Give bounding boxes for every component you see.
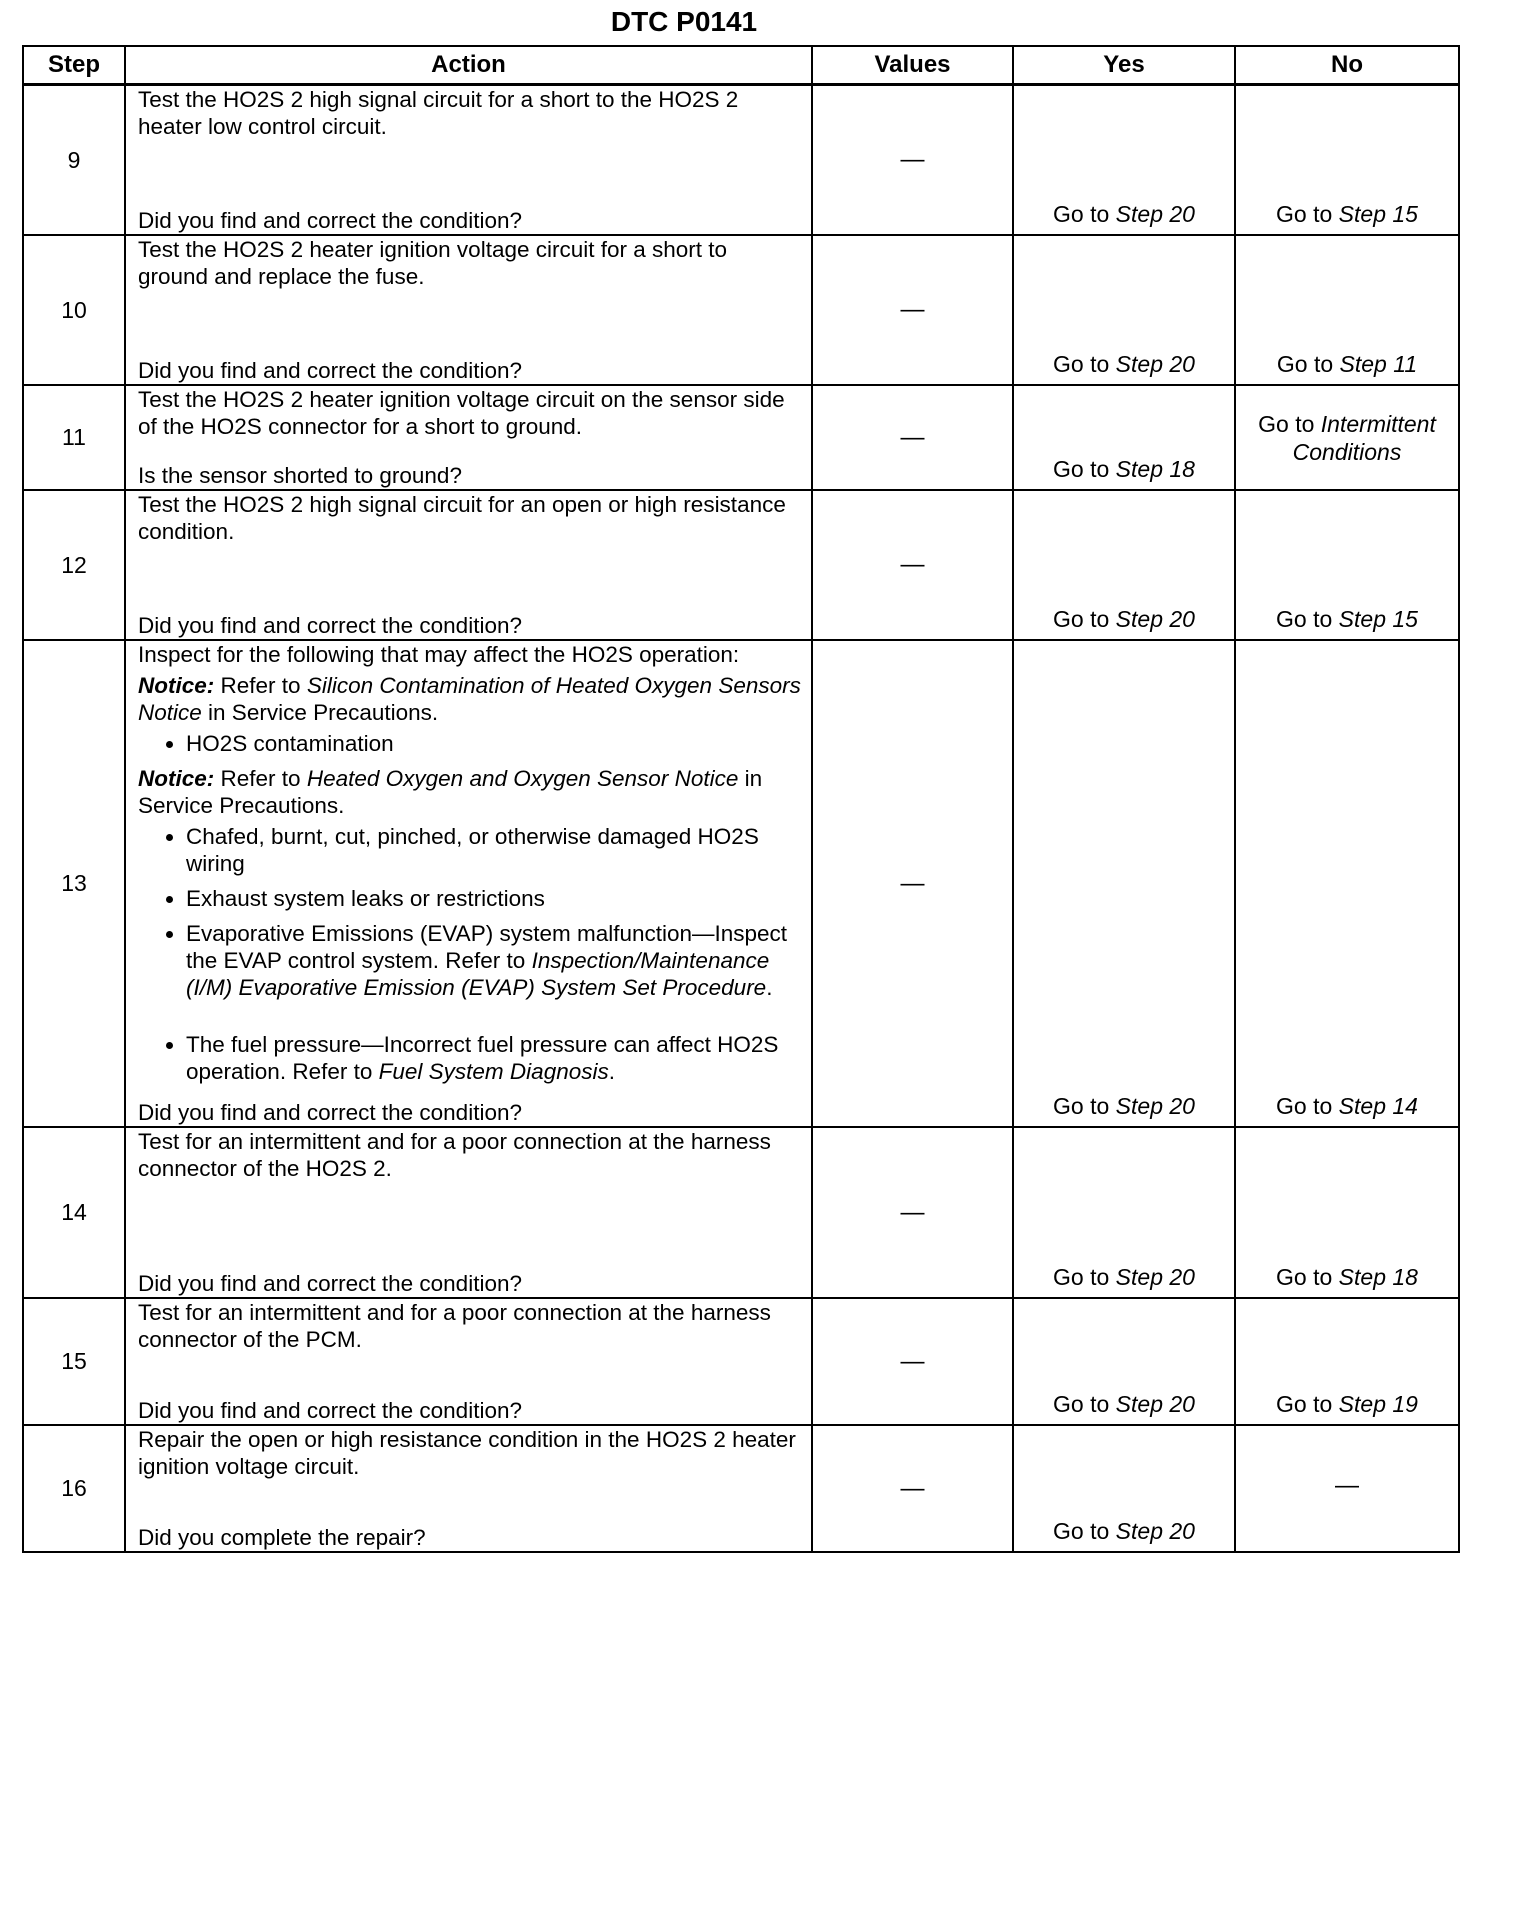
step-number: 12: [23, 490, 125, 640]
yes-cell: [1013, 490, 1235, 640]
no-prefix: Go to: [1276, 1264, 1333, 1290]
no-link[interactable]: Step 19: [1338, 1391, 1418, 1417]
no-link[interactable]: Step 15: [1338, 606, 1418, 632]
no-cell: [1235, 1127, 1459, 1298]
notice-text: in Service Precautions.: [208, 700, 439, 725]
no-cell: —: [1235, 1425, 1459, 1552]
yes-link[interactable]: Step 18: [1115, 456, 1195, 482]
yes-prefix: Go to: [1053, 1391, 1110, 1417]
yes-prefix: Go to: [1053, 1264, 1110, 1290]
values-cell: —: [812, 235, 1013, 385]
list-item: [186, 1031, 801, 1085]
action-question: Did you find and correct the condition?: [138, 613, 522, 638]
list-item: • HO2S contamination: [186, 730, 801, 757]
step-number: 10: [23, 235, 125, 385]
no-link[interactable]: Intermittent Conditions: [1292, 410, 1436, 465]
list-item: • Exhaust system leaks or restrictions: [186, 885, 801, 912]
yes-cell: [1013, 1425, 1235, 1552]
header-no: No: [1235, 46, 1459, 85]
action-question: Did you find and correct the condition?: [138, 1271, 522, 1296]
no-prefix: Go to: [1276, 1093, 1333, 1119]
header-yes: Yes: [1013, 46, 1235, 85]
yes-link[interactable]: Step 20: [1115, 1264, 1195, 1290]
action-question: Did you find and correct the condition?: [138, 208, 522, 233]
yes-link[interactable]: Step 20: [1115, 606, 1195, 632]
no-prefix: Go to: [1258, 410, 1315, 437]
action-cell: [125, 235, 812, 385]
step-number: 9: [23, 85, 125, 236]
values-cell: —: [812, 1298, 1013, 1425]
yes-prefix: Go to: [1053, 456, 1110, 482]
no-prefix: Go to: [1276, 606, 1333, 632]
table-header-row: [23, 46, 1459, 85]
procedure-reference[interactable]: Inspection/Maintenance (I/M) Evaporative Emission (EVAP) System Set Procedure: [186, 948, 770, 1000]
table-row: [23, 235, 1459, 385]
diagnostic-table: [22, 45, 1460, 1553]
no-link[interactable]: Step 11: [1339, 351, 1418, 377]
notice: [138, 765, 801, 819]
yes-prefix: Go to: [1053, 201, 1110, 227]
action-question: Did you find and correct the condition?: [138, 1398, 522, 1423]
action-cell: [125, 1425, 812, 1552]
yes-cell: [1013, 85, 1235, 236]
action-text: Test the HO2S 2 heater ignition voltage circuit for a short to ground and replace the fuse.: [138, 237, 728, 289]
step-number: 13: [23, 640, 125, 1127]
no-cell: [1235, 85, 1459, 236]
action-text: Repair the open or high resistance condition in the HO2S 2 heater ignition voltage circuit.: [138, 1427, 796, 1479]
list-item-text: Evaporative Emissions (EVAP) system malfunction—Inspect the EVAP control system. Refer to: [186, 921, 788, 973]
values-cell: —: [812, 640, 1013, 1127]
notice-reference[interactable]: Heated Oxygen and Oxygen Sensor Notice: [306, 766, 739, 791]
page-title: DTC P0141: [610, 6, 758, 37]
action-cell: [125, 1298, 812, 1425]
no-link[interactable]: Step 18: [1338, 1264, 1418, 1290]
no-link[interactable]: Step 14: [1338, 1093, 1418, 1119]
step-number: 15: [23, 1298, 125, 1425]
step-number: 11: [23, 385, 125, 490]
yes-cell: [1013, 235, 1235, 385]
action-question: Did you complete the repair?: [138, 1525, 426, 1550]
values-cell: —: [812, 385, 1013, 490]
header-action: Action: [125, 46, 812, 85]
yes-link[interactable]: Step 20: [1115, 1093, 1195, 1119]
list-item: [186, 920, 801, 1023]
action-text: Test the HO2S 2 high signal circuit for a short to the HO2S 2 heater low control circuit.: [138, 87, 739, 139]
yes-link[interactable]: Step 20: [1115, 201, 1195, 227]
table-row: [23, 1425, 1459, 1552]
no-link[interactable]: Step 15: [1338, 201, 1418, 227]
step-number: 14: [23, 1127, 125, 1298]
notice-reference[interactable]: Silicon Contamination of Heated Oxygen Sensors Notice: [138, 673, 801, 725]
no-cell: [1235, 385, 1459, 490]
action-cell: [125, 490, 812, 640]
action-text: Test for an intermittent and for a poor connection at the harness connector of the HO2S 2.: [138, 1129, 771, 1181]
list-item: • Chafed, burnt, cut, pinched, or otherwise damaged HO2S wiring: [186, 823, 801, 877]
list-item-punct: .: [608, 1059, 615, 1084]
action-cell: [125, 1127, 812, 1298]
no-cell: [1235, 1298, 1459, 1425]
table-row: [23, 490, 1459, 640]
yes-cell: [1013, 1298, 1235, 1425]
header-values: Values: [812, 46, 1013, 85]
header-step: Step: [23, 46, 125, 85]
no-prefix: Go to: [1276, 351, 1334, 377]
table-row: [23, 1127, 1459, 1298]
notice-text: Refer to: [220, 766, 301, 791]
no-cell: [1235, 235, 1459, 385]
yes-prefix: Go to: [1053, 1518, 1110, 1544]
yes-link[interactable]: Step 20: [1115, 1391, 1195, 1417]
notice-text: in Service Precautions.: [138, 766, 763, 818]
no-cell: [1235, 490, 1459, 640]
notice-label: Notice:: [138, 673, 215, 698]
action-cell: [125, 385, 812, 490]
yes-cell: [1013, 385, 1235, 490]
table-row: [23, 1298, 1459, 1425]
action-text: Test the HO2S 2 heater ignition voltage circuit on the sensor side of the HO2S connector for a short to ground.: [138, 387, 785, 439]
values-cell: —: [812, 85, 1013, 236]
table-row: [23, 640, 1459, 1127]
yes-cell: [1013, 640, 1235, 1127]
no-prefix: Go to: [1276, 1391, 1333, 1417]
yes-prefix: Go to: [1053, 351, 1110, 377]
yes-prefix: Go to: [1053, 1093, 1110, 1119]
yes-prefix: Go to: [1053, 606, 1110, 632]
table-row: [23, 85, 1459, 236]
yes-link[interactable]: Step 20: [1115, 351, 1195, 377]
list-item-punct: .: [766, 975, 773, 1000]
action-cell: [125, 640, 812, 1127]
table-row: [23, 385, 1459, 490]
action-question: Is the sensor shorted to ground?: [138, 463, 462, 488]
notice: [138, 672, 801, 726]
values-cell: —: [812, 1425, 1013, 1552]
action-question: Did you find and correct the condition?: [138, 1100, 522, 1125]
action-text: Test the HO2S 2 high signal circuit for an open or high resistance condition.: [138, 492, 786, 544]
notice-label: Notice:: [138, 766, 215, 791]
bullet-list: [138, 730, 801, 757]
action-text: Test for an intermittent and for a poor connection at the harness connector of the PCM.: [138, 1300, 771, 1352]
procedure-reference[interactable]: Fuel System Diagnosis: [378, 1059, 609, 1084]
step-number: 16: [23, 1425, 125, 1552]
no-cell: [1235, 640, 1459, 1127]
notice-text: Refer to: [220, 673, 301, 698]
list-item-text: The fuel pressure—Incorrect fuel pressure can affect HO2S operation. Refer to: [186, 1032, 779, 1084]
yes-cell: [1013, 1127, 1235, 1298]
yes-link[interactable]: Step 20: [1115, 1518, 1195, 1544]
action-cell: [125, 85, 812, 236]
no-prefix: Go to: [1276, 201, 1333, 227]
values-cell: —: [812, 490, 1013, 640]
bullet-list: [138, 823, 801, 1085]
action-text: Inspect for the following that may affect the HO2S operation:: [138, 642, 740, 667]
action-question: Did you find and correct the condition?: [138, 358, 522, 383]
values-cell: —: [812, 1127, 1013, 1298]
